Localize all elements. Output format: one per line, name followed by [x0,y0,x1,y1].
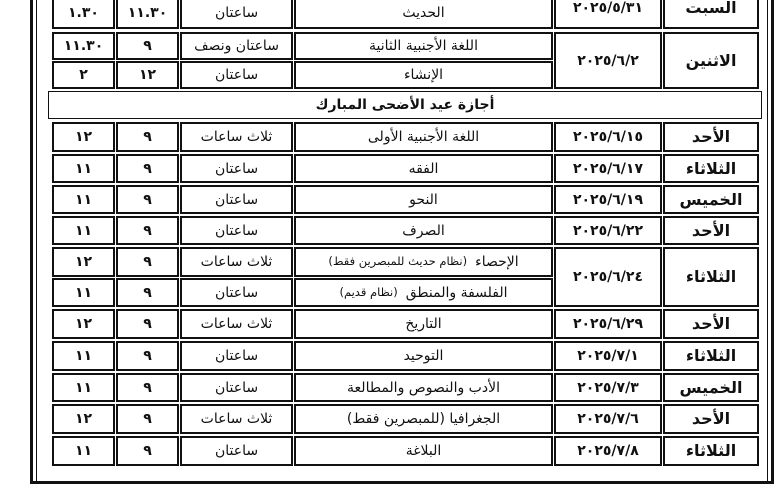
duration-cell: ساعتان [180,154,293,183]
day-cell: الثلاثاء [663,341,759,371]
day-cell: الأحد [663,122,759,152]
date-cell: ٢٠٢٥/٦/٢ [554,32,662,89]
duration-cell: ساعتان [180,373,293,402]
date-cell: ٢٠٢٥/٧/٦ [554,404,662,434]
end-time-cell: ١.٣٠ [52,0,115,29]
end-time-cell: ١٢ [52,404,115,434]
start-time-cell: ٩ [116,216,179,245]
date-cell: ٢٠٢٥/٦/٢٢ [554,216,662,245]
date-cell: ٢٠٢٥/٦/٢٤ [554,247,662,307]
start-time-cell: ١٢ [116,61,179,89]
day-cell: الأحد [663,309,759,339]
subject-cell: الإنشاء [294,61,553,89]
start-time-cell: ١١.٣٠ [116,0,179,29]
start-time-cell: ٩ [116,122,179,152]
duration-cell: ثلاث ساعات [180,309,293,339]
subject-cell: التاريخ [294,309,553,339]
end-time-cell: ١٢ [52,247,115,277]
start-time-cell: ٩ [116,341,179,371]
end-time-cell: ١٢ [52,309,115,339]
date-cell: ٢٠٢٥/٦/٢٩ [554,309,662,339]
day-cell: الثلاثاء [663,247,759,307]
end-time-cell: ١١ [52,436,115,466]
date-cell: ٢٠٢٥/٦/١٩ [554,185,662,214]
duration-cell: ثلاث ساعات [180,122,293,152]
end-time-cell: ١٢ [52,122,115,152]
day-cell: الثلاثاء [663,154,759,183]
subject-cell: الفقه [294,154,553,183]
end-time-cell: ١١ [52,278,115,307]
date-cell: ٢٠٢٥/٦/١٥ [554,122,662,152]
day-cell: الأحد [663,216,759,245]
start-time-cell: ٩ [116,373,179,402]
start-time-cell: ٩ [116,32,179,60]
duration-cell: ساعتان [180,341,293,371]
start-time-cell: ٩ [116,154,179,183]
date-cell: ٢٠٢٥/٧/٨ [554,436,662,466]
subject-cell: اللغة الأجنبية الأولى [294,122,553,152]
day-cell: الخميس [663,185,759,214]
subject-cell: الصرف [294,216,553,245]
start-time-cell: ٩ [116,278,179,307]
duration-cell: ساعتان [180,278,293,307]
duration-cell: ساعتان ونصف [180,32,293,60]
day-cell: الخميس [663,373,759,402]
subject-cell [294,278,553,307]
duration-cell: ساعتان [180,61,293,89]
subject-cell: التوحيد [294,341,553,371]
subject-cell: النحو [294,185,553,214]
day-cell: الثلاثاء [663,436,759,466]
start-time-cell: ٩ [116,247,179,277]
subject-note: (نظام قديم) [339,284,398,299]
duration-cell: ثلاث ساعات [180,247,293,277]
date-cell: ٢٠٢٥/٥/٣١ [554,0,662,29]
end-time-cell: ١١ [52,154,115,183]
start-time-cell: ٩ [116,309,179,339]
end-time-cell: ١١ [52,341,115,371]
start-time-cell: ٩ [116,404,179,434]
subject-cell: الحديث [294,0,553,29]
date-cell: ٢٠٢٥/٦/١٧ [554,154,662,183]
start-time-cell: ٩ [116,436,179,466]
date-cell: ٢٠٢٥/٧/٣ [554,373,662,402]
day-cell: الأحد [663,404,759,434]
duration-cell: ثلاث ساعات [180,404,293,434]
duration-cell: ساعتان [180,436,293,466]
end-time-cell: ١١ [52,216,115,245]
duration-cell: ساعتان [180,0,293,29]
subject-cell: الجغرافيا (للمبصرين فقط) [294,404,553,434]
subject-name: الإحصاء [475,254,519,270]
subject-cell: الأدب والنصوص والمطالعة [294,373,553,402]
day-cell: الاثنين [663,32,759,89]
subject-cell: البلاغة [294,436,553,466]
date-cell: ٢٠٢٥/٧/١ [554,341,662,371]
subject-cell: اللغة الأجنبية الثانية [294,32,553,60]
subject-cell [294,247,553,277]
subject-name: الفلسفة والمنطق [405,284,508,301]
holiday-banner: أجازة عيد الأضحى المبارك [48,91,762,119]
end-time-cell: ٢ [52,61,115,89]
end-time-cell: ١١.٣٠ [52,32,115,60]
end-time-cell: ١١ [52,373,115,402]
start-time-cell: ٩ [116,185,179,214]
subject-note: (نظام حديث للمبصرين فقط) [328,254,468,269]
end-time-cell: ١١ [52,185,115,214]
duration-cell: ساعتان [180,216,293,245]
day-cell: السبت [663,0,759,29]
duration-cell: ساعتان [180,185,293,214]
